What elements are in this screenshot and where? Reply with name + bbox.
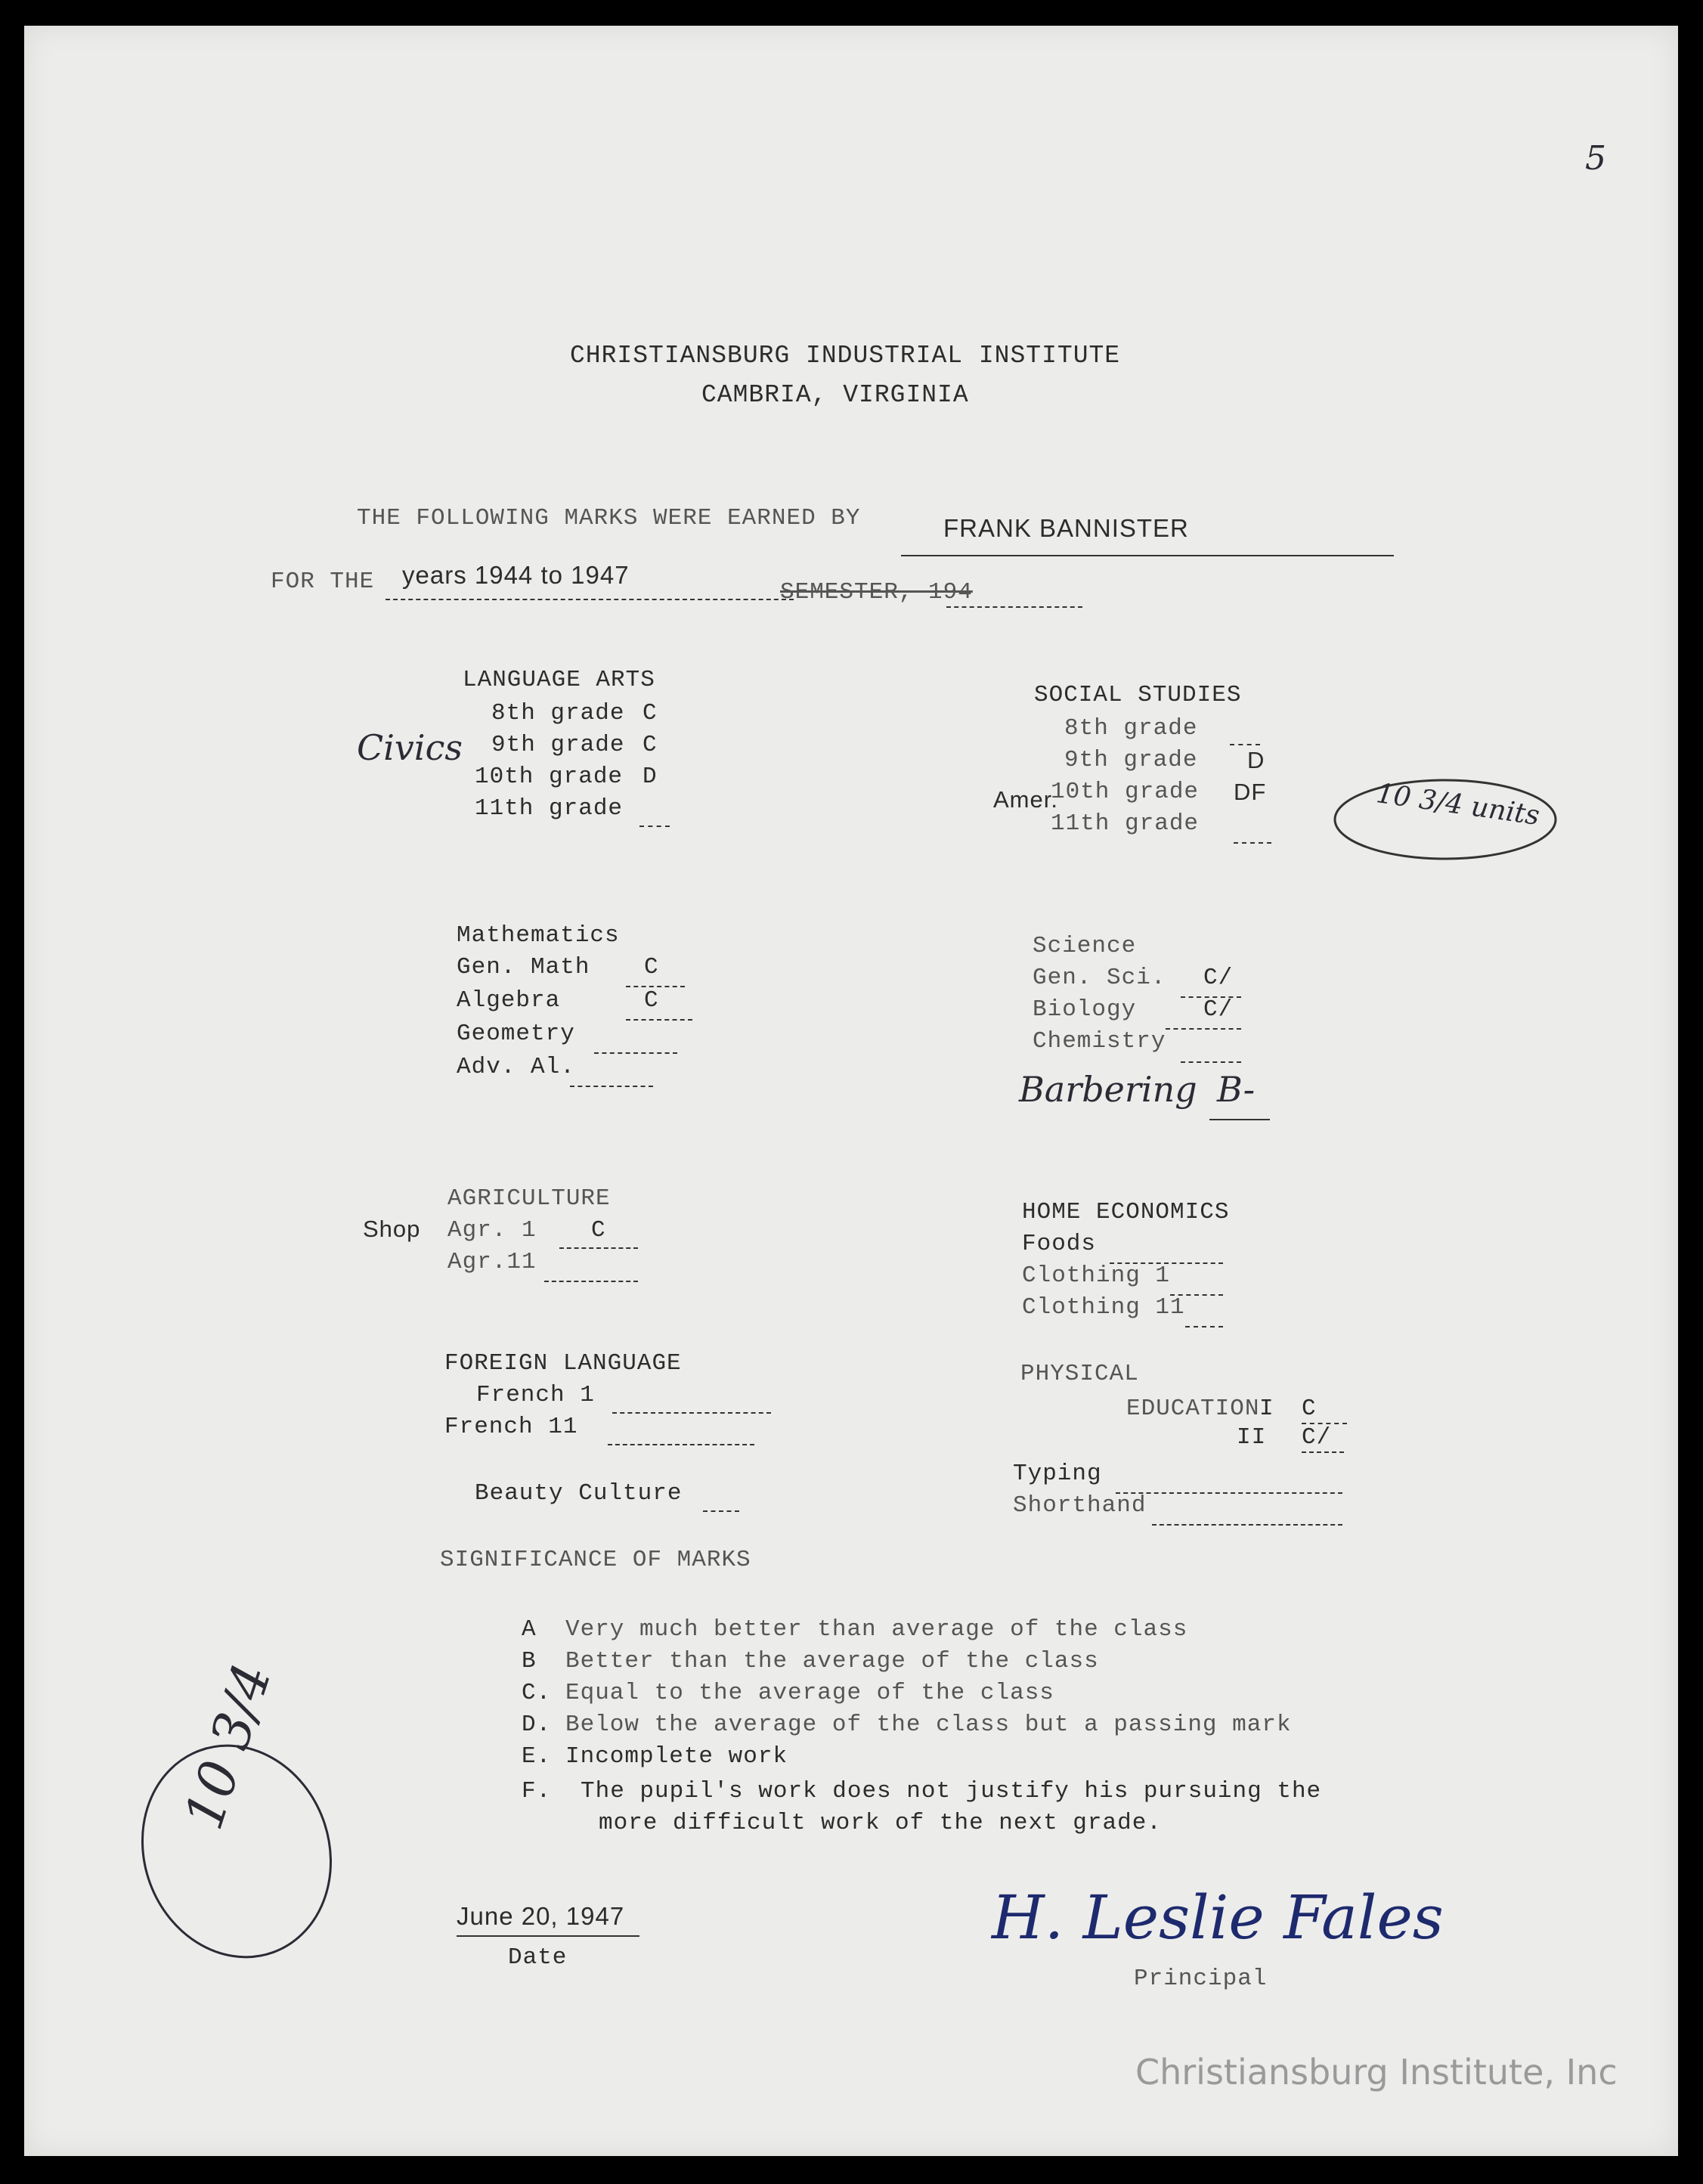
earned-by-label: THE FOLLOWING MARKS WERE EARNED BY [357, 505, 861, 531]
clothing-1-label: Clothing 1 [1022, 1262, 1171, 1289]
sig-text-b: Better than the average of the class [565, 1648, 1099, 1674]
ss-9th-label: 9th grade [1064, 747, 1198, 773]
sig-letter-f: F. [522, 1778, 552, 1805]
chemistry-line [1181, 1061, 1241, 1063]
sig-text-d: Below the average of the class but a passing mark [565, 1712, 1292, 1738]
institution-location: CAMBRIA, VIRGINIA [701, 381, 969, 409]
geometry-line [594, 1052, 677, 1054]
sig-letter-c: C. [522, 1680, 552, 1706]
la-8th-mark: C [642, 700, 658, 726]
french-11-line [608, 1444, 754, 1445]
years-range: years 1944 to 1947 [402, 561, 630, 589]
ss-8th-line [1230, 744, 1260, 745]
student-name-line [901, 555, 1394, 556]
french-11-label: French 11 [444, 1414, 578, 1440]
pe-ii-label: II [1237, 1424, 1267, 1451]
beauty-culture-label: Beauty Culture [475, 1480, 683, 1507]
typing-line [1116, 1492, 1342, 1494]
home-economics-title: HOME ECONOMICS [1022, 1199, 1230, 1225]
semester-line [946, 606, 1082, 608]
page-number-mark: 5 [1585, 139, 1606, 178]
shop-note: Shop [363, 1216, 421, 1242]
chemistry-label: Chemistry [1033, 1028, 1166, 1055]
issue-date: June 20, 1947 [457, 1902, 625, 1930]
typing-label: Typing [1013, 1461, 1102, 1487]
la-10th-mark: D [642, 764, 658, 790]
document-page [24, 26, 1678, 2156]
sig-letter-a: A [522, 1616, 537, 1643]
physical-title: PHYSICAL [1020, 1361, 1139, 1387]
principal-label: Principal [1134, 1966, 1268, 1992]
shorthand-line [1152, 1524, 1342, 1526]
ss-8th-label: 8th grade [1064, 715, 1198, 742]
algebra-line [626, 1019, 692, 1021]
la-11th-line [639, 826, 670, 827]
agr-1-line [559, 1247, 638, 1249]
foreign-language-title: FOREIGN LANGUAGE [444, 1350, 682, 1377]
gen-math-label: Gen. Math [457, 954, 590, 980]
gen-sci-label: Gen. Sci. [1033, 965, 1166, 991]
date-line [457, 1935, 639, 1937]
algebra-label: Algebra [457, 987, 561, 1014]
sig-text-f-cont: more difficult work of the next grade. [599, 1810, 1162, 1836]
education-title: EDUCATION [1126, 1396, 1260, 1422]
biology-mark: C/ [1203, 996, 1234, 1023]
sig-letter-d: D. [522, 1712, 552, 1738]
language-arts-title: LANGUAGE ARTS [463, 667, 655, 693]
adv-al-label: Adv. Al. [457, 1054, 575, 1080]
foods-label: Foods [1022, 1231, 1097, 1257]
institution-title: CHRISTIANSBURG INDUSTRIAL INSTITUTE [570, 342, 1121, 370]
barbering-label: Barbering [1019, 1069, 1197, 1110]
la-10th-label: 10th grade [475, 764, 624, 790]
sig-text-c: Equal to the average of the class [565, 1680, 1054, 1706]
beauty-culture-line [703, 1510, 739, 1512]
adv-al-line [570, 1086, 653, 1087]
barbering-line [1209, 1119, 1270, 1120]
la-9th-mark: C [642, 732, 658, 758]
civics-note: Civics [357, 727, 463, 768]
mathematics-title: Mathematics [457, 922, 620, 949]
gen-math-mark: C [644, 954, 659, 980]
circled-note: 10 3/4 [172, 1656, 284, 1837]
ss-10th-mark: DF [1234, 779, 1267, 805]
pe-ii-line [1302, 1451, 1344, 1453]
shorthand-label: Shorthand [1013, 1492, 1147, 1519]
ss-11th-line [1234, 842, 1271, 844]
agriculture-title: AGRICULTURE [447, 1185, 611, 1212]
french-1-label: French 1 [476, 1382, 595, 1408]
gen-sci-mark: C/ [1203, 965, 1234, 991]
sig-text-f: The pupil's work does not justify his pursuing the [581, 1778, 1322, 1805]
pe-i-label: I [1259, 1396, 1274, 1422]
geometry-label: Geometry [457, 1021, 575, 1047]
clothing-11-line [1185, 1326, 1223, 1327]
agr-1-label: Agr. 1 [447, 1217, 537, 1244]
la-9th-label: 9th grade [491, 732, 625, 758]
science-title: Science [1033, 933, 1137, 959]
barbering-mark: B- [1217, 1069, 1256, 1110]
agr-11-line [544, 1281, 638, 1282]
date-label: Date [508, 1944, 568, 1971]
units-note: 10 3/4 units [1374, 778, 1542, 832]
ss-10th-label: 10th grade [1051, 779, 1200, 805]
agr-11-label: Agr.11 [447, 1249, 537, 1275]
algebra-mark: C [644, 987, 659, 1014]
ss-11th-label: 11th grade [1051, 810, 1200, 837]
biology-label: Biology [1033, 996, 1137, 1023]
la-8th-label: 8th grade [491, 700, 625, 726]
student-name: FRANK BANNISTER [943, 514, 1189, 542]
french-1-line [612, 1412, 771, 1414]
biology-line [1166, 1028, 1241, 1030]
semester-struck: SEMESTER, 194 [780, 579, 973, 606]
sig-text-e: Incomplete work [565, 1743, 788, 1770]
years-line [385, 599, 794, 600]
agr-1-mark: C [591, 1217, 606, 1244]
sig-text-a: Very much better than average of the class [565, 1616, 1188, 1643]
clothing-11-label: Clothing 11 [1022, 1294, 1185, 1321]
for-the-label: FOR THE [271, 568, 375, 595]
sig-letter-e: E. [522, 1743, 552, 1770]
amer-note: Amer. [993, 786, 1058, 813]
pe-i-mark: C [1302, 1396, 1317, 1422]
significance-title: SIGNIFICANCE OF MARKS [440, 1547, 751, 1573]
pe-ii-mark: C/ [1302, 1424, 1332, 1451]
social-studies-title: SOCIAL STUDIES [1034, 682, 1242, 708]
sig-letter-b: B [522, 1648, 537, 1674]
watermark: Christiansburg Institute, Inc [1135, 2052, 1618, 2093]
principal-signature: H. Leslie Fales [992, 1882, 1444, 1953]
ss-9th-mark: D [1247, 747, 1265, 773]
la-11th-label: 11th grade [475, 795, 624, 822]
